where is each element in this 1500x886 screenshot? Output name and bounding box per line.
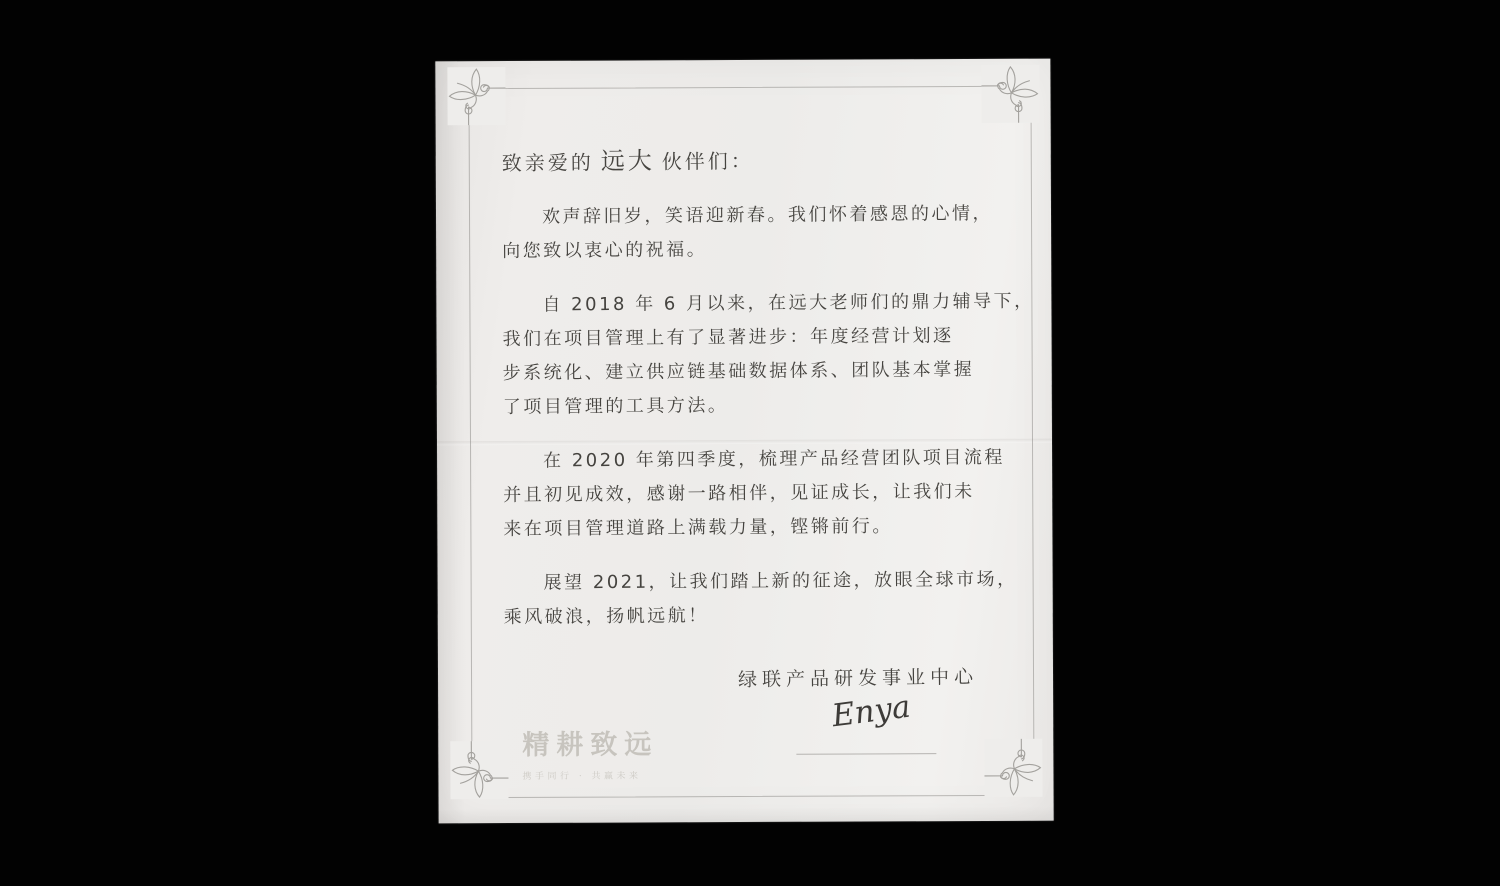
salutation-suffix: 伙伴们： (661, 148, 754, 174)
corner-flourish-icon (450, 741, 508, 799)
corner-flourish-icon (981, 65, 1039, 123)
letter-paragraph (503, 442, 1005, 546)
letter-line: 了项目管理的工具方法。 (502, 395, 729, 418)
letter-line: 展望 2021，让我们踏上新的征途，放眼全球市场， (543, 568, 1018, 594)
letter-paragraph (502, 198, 994, 268)
letter-line: 欢声辞旧岁，笑语迎新春。我们怀着感恩的心情， (541, 202, 994, 228)
watermark-title: 精耕致远 (522, 729, 659, 761)
salutation-recipient: 远大 (600, 146, 655, 176)
handwritten-signature: Enya (829, 688, 913, 735)
letter-line: 乘风破浪，扬帆远航！ (503, 605, 709, 628)
letter-paragraph (503, 564, 1018, 634)
corner-flourish-icon (447, 67, 505, 125)
letter-line: 并且初见成效，感谢一路相伴，见证成长，让我们未 (503, 481, 975, 506)
letter-line: 我们在项目管理上有了显著进步：年度经营计划逐 (502, 325, 954, 350)
letter-line: 来在项目管理道路上满载力量，铿锵前行。 (503, 515, 893, 540)
letter-line: 在 2020 年第四季度，梳理产品经营团队项目流程 (543, 446, 1005, 472)
paper-edge-shadow-left (435, 61, 464, 823)
letter-line: 向您致以衷心的祝福。 (502, 239, 708, 262)
letter-line: 自 2018 年 6 月以来，在远大老师们的鼎力辅导下， (542, 290, 1035, 316)
salutation-prefix: 致亲爱的 (501, 150, 594, 176)
letter-line: 步系统化、建立供应链基础数据体系、团队基本掌握 (502, 359, 975, 384)
watermark-tagline: 携手同行 · 共赢未来 (522, 771, 642, 782)
letter-body (501, 139, 1035, 654)
letter-paragraph (502, 286, 1035, 424)
letter-paper (435, 59, 1053, 824)
letter-signoff: 绿联产品研发事业中心 (737, 665, 979, 692)
paper-edge-shadow-bottom (439, 807, 1054, 824)
corner-flourish-icon (984, 739, 1042, 797)
letter-salutation (502, 138, 957, 177)
